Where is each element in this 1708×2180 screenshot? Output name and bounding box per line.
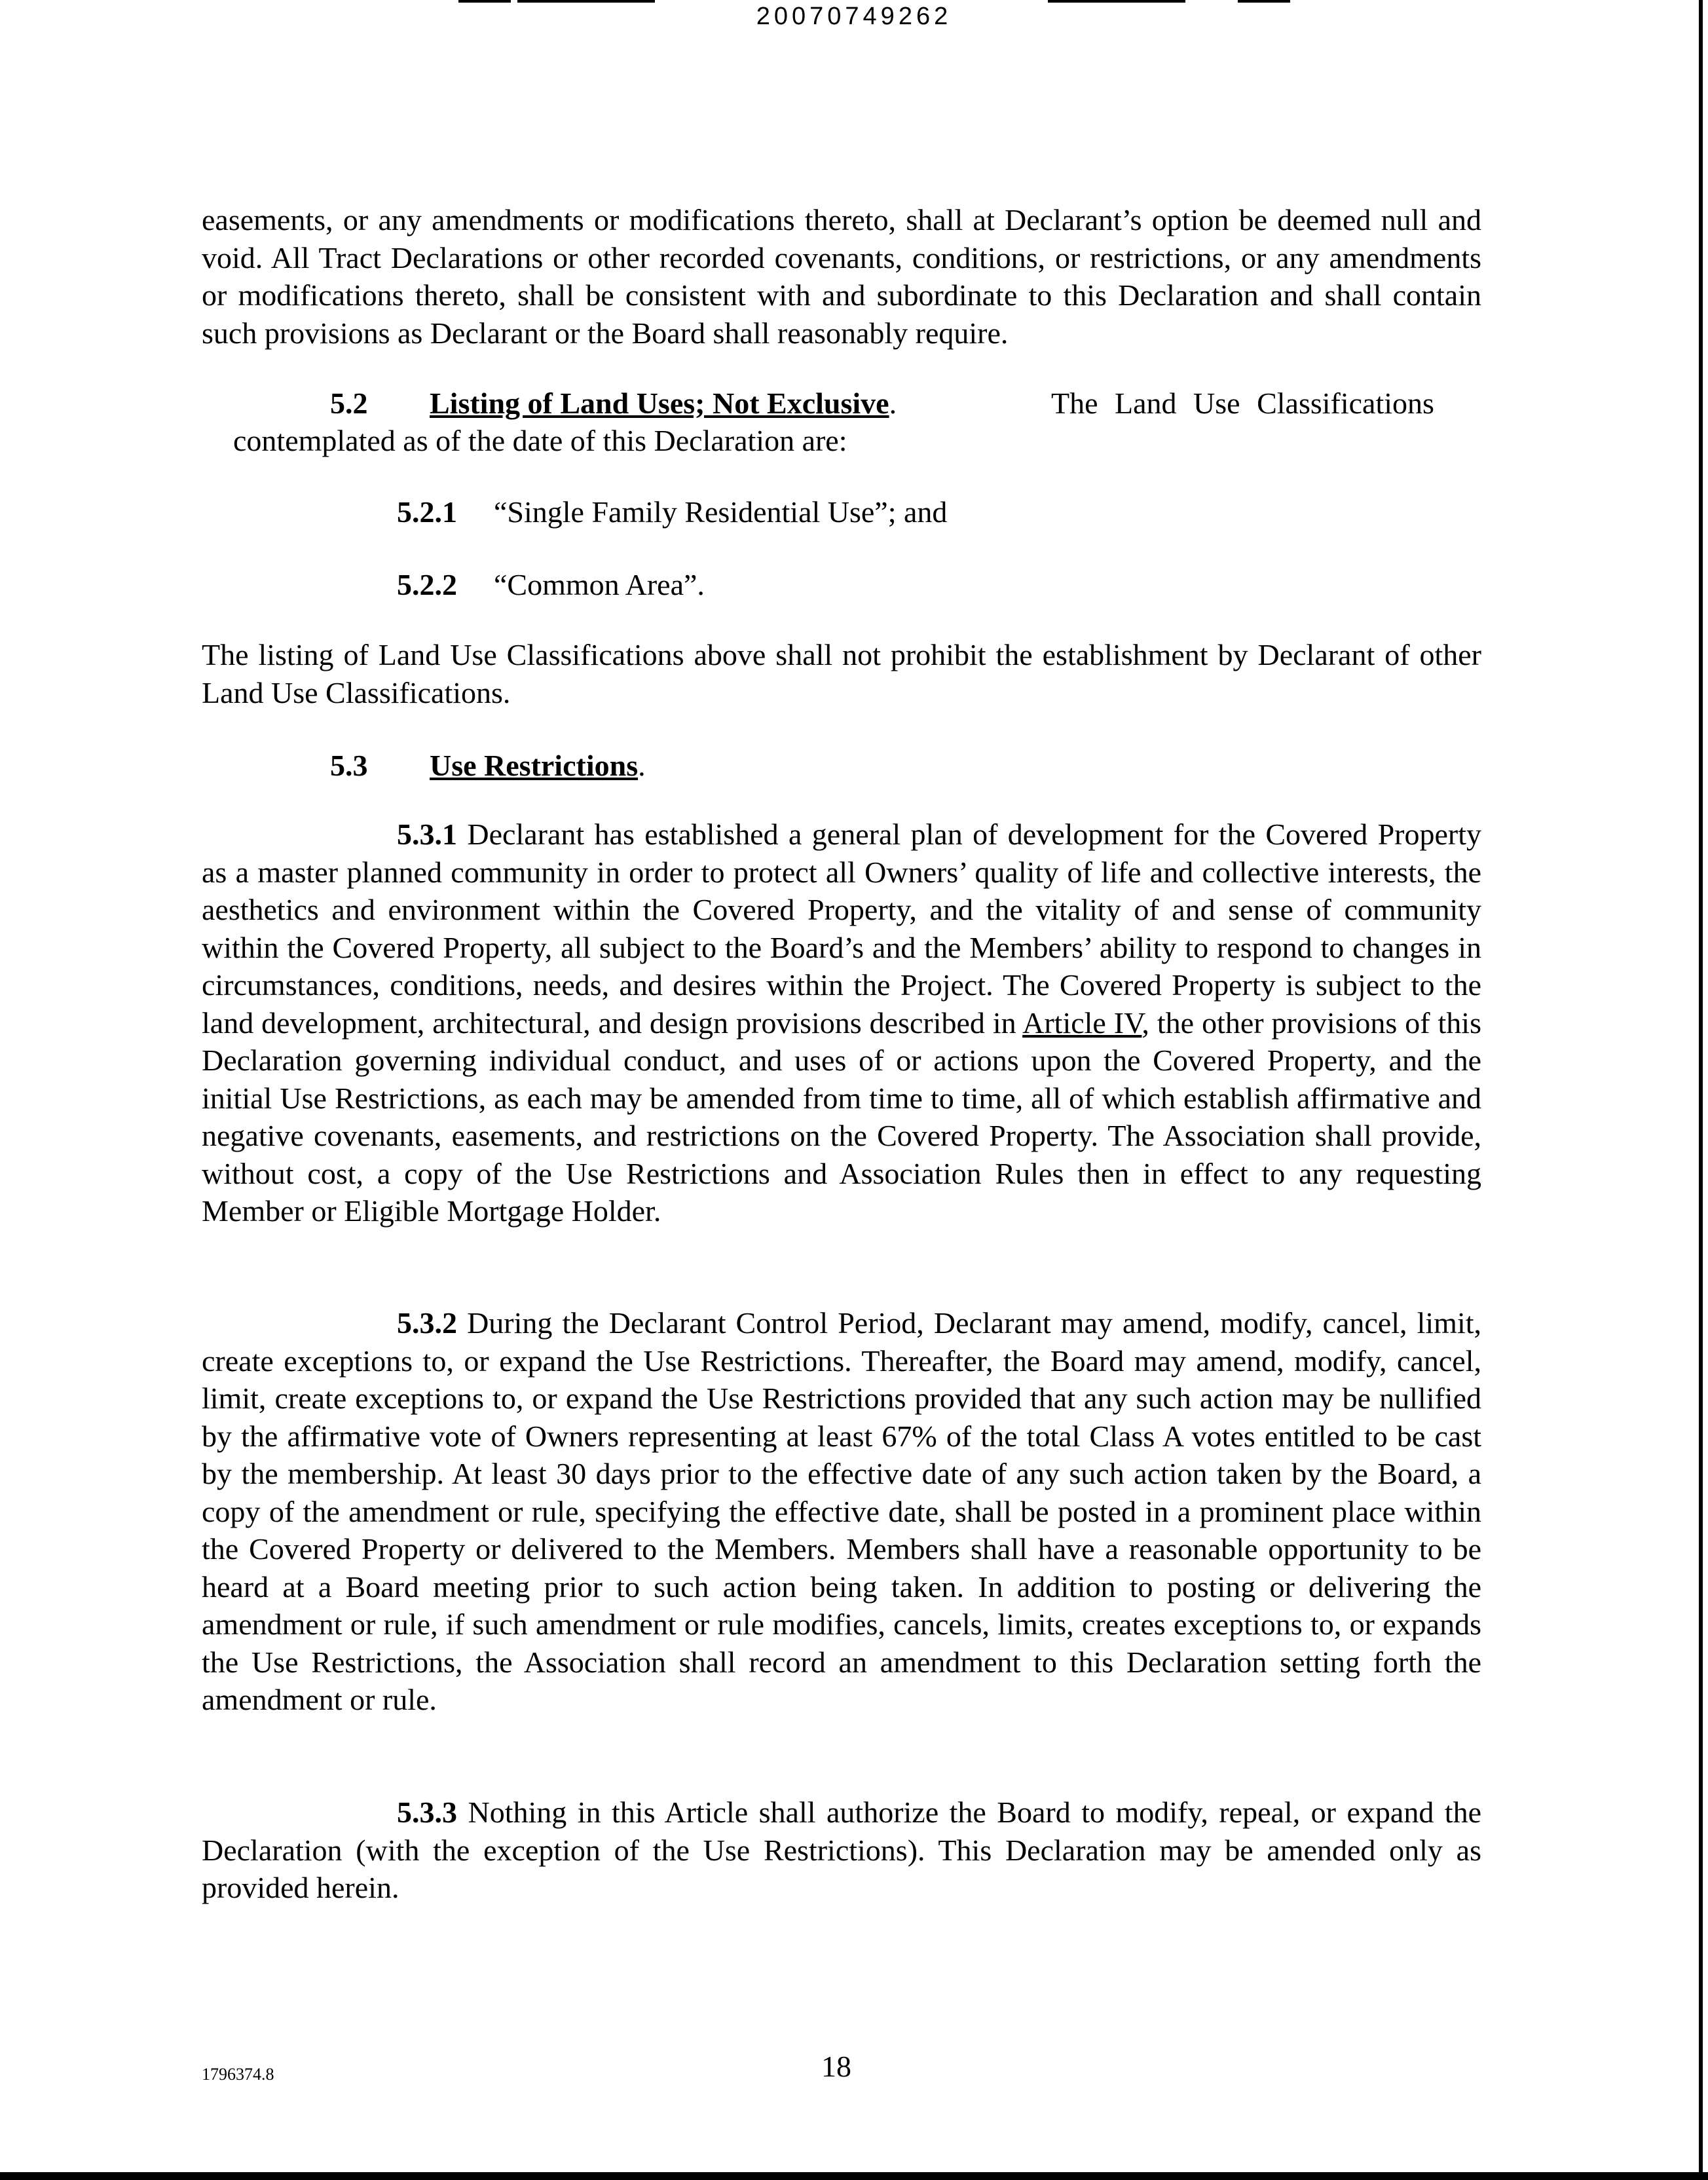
section-5-2-closing: The listing of Land Use Classifications above shall not prohibit the establishment by Declarant of other Land Use Classifications.: [202, 638, 1481, 709]
section-5-2-heading: [430, 385, 897, 423]
intro-paragraph: easements, or any amendments or modifications thereto, shall at Declarant’s option be deemed null and void. All Tract Declarations or other recorded covenants, conditions, or restrictions, or any amendments or modifications thereto, shall be consistent with and subordinate to this Declaration and shall contain such provisions as Declarant or the Board shall reasonably require.: [202, 203, 1481, 350]
paragraph-5-3-2-number: 5.3.2: [397, 1306, 457, 1340]
article-iv-reference: Article IV: [1022, 1005, 1142, 1040]
paragraph-5-3-2: 5.3.2 During the Declarant Control Period, Declarant may amend, modify, cancel, limit, create exceptions to, or expand the Use Restrictions. Thereafter, the Board may amend, modify, cancel, limit, create exceptions to, or expand the Use Restrictions provided that any such action may be nullified by the affirmative vote of Owners representing at least 67% of the total Class A votes entitled to be cast by the membership. At least 30 days prior to the effective date of any such action taken by the Board, a copy of the amendment or rule, specifying the effective date, shall be posted in a prominent place within the Covered Property or delivered to the Members. Members shall have a reasonable opportunity to be heard at a Board meeting prior to such action being taken. In addition to posting or delivering the amendment or rule, if such amendment or rule modifies, cancels, limits, creates exceptions to, or expands the Use Restrictions, the Association shall record an amendment to this Declaration setting forth the amendment or rule.: [202, 1306, 1482, 1716]
section-5-2-text-cont: contemplated as of the date of this Declaration are:: [233, 424, 847, 457]
section-5-2-title: Listing of Land Uses; Not Exclusive: [430, 386, 889, 420]
footer-document-id: 1796374.8: [202, 2065, 274, 2084]
list-item-5-2-2: 5.2.2 “Common Area”.: [397, 568, 705, 601]
section-5-3-title: Use Restrictions: [430, 749, 639, 782]
section-5-2-title-end: .: [889, 386, 897, 420]
section-5-2-text-first: The Land Use Classifications: [1051, 386, 1434, 420]
paragraph-5-3-1: 5.3.1 Declarant has established a general plan of development for the Covered Property as a master planned community in order to protect all Owners’ quality of life and collective interests, the aesthetics and environment within the Covered Property, and the vitality of and sense of community within the Covered Property, all subject to the Board’s and the Members’ ability to respond to changes in circumstances, conditions, needs, and desires within the Project. The Covered Property is subject to the land development, architectural, and design provisions described in Article IV, the other provisions of this Declaration governing individual conduct, and uses of or actions upon the Covered Property, and the initial Use Restrictions, as each may be amended from time to time, all of which establish affirmative and negative covenants, easements, and restrictions on the Covered Property. The Association shall provide, without cost, a copy of the Use Restrictions and Association Rules then in effect to any requesting Member or Eligible Mortgage Holder.: [202, 817, 1481, 1228]
scan-edge-right: [1699, 0, 1703, 2173]
section-5-2-number: 5.2: [330, 386, 368, 420]
scan-edge-bottom: [0, 2172, 1708, 2180]
paragraph-5-3-3: 5.3.3 Nothing in this Article shall authorize the Board to modify, repeal, or expand the Declaration (with the exception of the Use Restrictions). This Declaration may be amended only as provided herein.: [202, 1795, 1482, 1904]
section-5-3-number: 5.3: [330, 749, 368, 782]
section-5-3-heading: [430, 747, 646, 785]
footer-page-number: 18: [821, 2050, 851, 2083]
paragraph-5-3-3-number: 5.3.3: [397, 1795, 457, 1829]
recording-number: 20070749262: [756, 3, 952, 30]
list-item-5-2-1: 5.2.1 “Single Family Residential Use”; and: [397, 495, 948, 529]
section-5-3-title-end: .: [638, 749, 646, 782]
paragraph-5-3-1-number: 5.3.1: [397, 817, 457, 851]
